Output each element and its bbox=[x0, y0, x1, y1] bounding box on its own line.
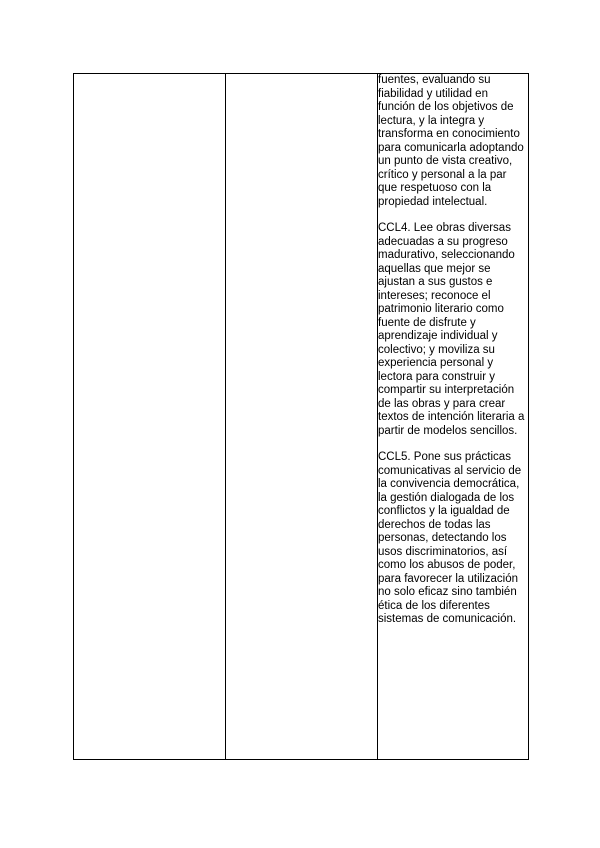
paragraph-continuation: fuentes, evaluando su fiabilidad y utilidad en función de los objetivos de lectura, y la integra y transforma en conocimiento para comunicarla adoptando un punto de vista creativo, crítico y personal a la par que respetuoso con la propiedad intelectual. bbox=[378, 74, 524, 208]
table-cell-column-2 bbox=[226, 74, 378, 760]
table-cell-column-1 bbox=[74, 74, 226, 760]
paragraph-ccl4: CCL4. Lee obras diversas adecuadas a su progreso madurativo, seleccionando aquellas que mejor se ajustan a sus gustos e intereses; reconoce el patrimonio literario como fuente de disfrute y aprendizaje individual y colectivo; y moviliza su experiencia personal y lectora para construir y compartir su interpretación de las obras y para crear textos de intención literaria a partir de modelos sencillos. bbox=[378, 222, 525, 437]
competencies-table bbox=[73, 73, 529, 760]
table-row bbox=[74, 74, 529, 760]
paragraph-ccl5: CCL5. Pone sus prácticas comunicativas al servicio de la convivencia democrática, la gestión dialogada de los conflictos y la igualdad de derechos de todas las personas, detectando los usos discriminatorios, así como los abusos de poder, para favorecer la utilización no solo eficaz sino también ética de los diferentes sistemas de comunicación. bbox=[378, 451, 522, 625]
table-cell-column-3 bbox=[378, 74, 529, 760]
